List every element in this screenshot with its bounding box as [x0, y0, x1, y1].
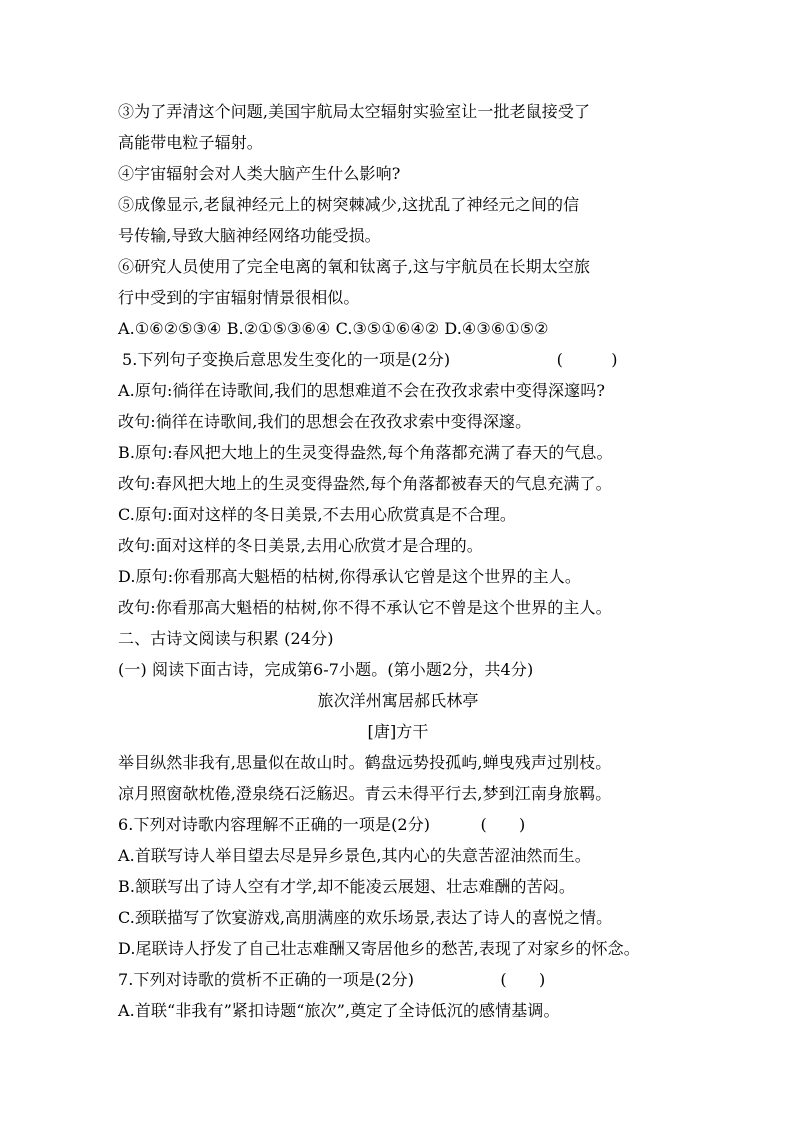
q4-item6-line1: ⑥研究人员使用了完全电离的氧和钛离子,这与宇航员在长期太空旅 — [118, 257, 591, 276]
q5-answer-bracket: ( ) — [556, 350, 618, 369]
q5-c-original: C.原句:面对这样的冬日美景,不去用心欣赏真是不合理。 — [118, 505, 516, 524]
q4-item3-line2: 高能带电粒子辐射。 — [118, 133, 263, 152]
q7-answer-bracket: ( ) — [500, 970, 546, 989]
page-content — [118, 96, 678, 1026]
q5-a-original: A.原句:徜徉在诗歌间,我们的思想难道不会在孜孜求索中变得深邃吗? — [118, 381, 605, 400]
q5-stem-line — [118, 344, 678, 375]
q4-item5-line2: 号传输,导致大脑神经网络功能受损。 — [118, 226, 381, 245]
q4-item5-line1: ⑤成像显示,老鼠神经元上的树突棘减少,这扰乱了神经元之间的信 — [118, 195, 580, 214]
q6-answer-bracket: ( ) — [480, 815, 526, 834]
poem-line-2: 凉月照窗欹枕倦,澄泉绕石泛觞迟。青云未得平行去,梦到江南身旅羁。 — [118, 784, 612, 803]
q6-option-b: B.颔联写出了诗人空有才学,却不能凌云展翅、壮志难酬的苦闷。 — [118, 877, 575, 896]
q5-d-revised: 改句:你看那高大魁梧的枯树,你不得不承认它不曾是这个世界的主人。 — [118, 598, 612, 617]
q6-stem: 6.下列对诗歌内容理解不正确的一项是(2分) — [118, 815, 431, 834]
q6-stem-line — [118, 809, 678, 840]
q7-option-a: A.首联“非我有”紧扣诗题“旅次”,奠定了全诗低沉的感情基调。 — [118, 1001, 560, 1020]
q5-d-original: D.原句:你看那高大魁梧的枯树,你得承认它曾是这个世界的主人。 — [118, 567, 581, 586]
section2-heading: 二、古诗文阅读与积累 (24分) — [118, 629, 334, 648]
q5-c-revised: 改句:面对这样的冬日美景,去用心欣赏才是合理的。 — [118, 536, 483, 555]
q5-stem: 5.下列句子变换后意思发生变化的一项是(2分) — [122, 350, 451, 369]
q4-choices: A.①⑥②⑤③④ B.②①⑤③⑥④ C.③⑤①⑥④② D.④③⑥①⑤② — [118, 319, 549, 338]
q7-stem: 7.下列对诗歌的赏析不正确的一项是(2分) — [118, 970, 415, 989]
q7-stem-line — [118, 964, 678, 995]
q5-b-revised: 改句:春风把大地上的生灵变得盎然,每个角落都被春天的气息充满了。 — [118, 474, 612, 493]
poem-author: [唐]方干 — [367, 722, 429, 741]
q5-a-revised: 改句:徜徉在诗歌间,我们的思想会在孜孜求索中变得深邃。 — [118, 412, 532, 431]
q4-item3-line1: ③为了弄清这个问题,美国宇航局太空辐射实验室让一批老鼠接受了 — [118, 102, 591, 121]
q6-option-a: A.首联写诗人举目望去尽是异乡景色,其内心的失意苦涩油然而生。 — [118, 846, 591, 865]
q4-item6-line2: 行中受到的宇宙辐射情景很相似。 — [118, 288, 360, 307]
section2-sub-heading: (一) 阅读下面古诗，完成第6-7小题。(第小题2分，共4分) — [118, 660, 534, 679]
poem-title: 旅次洋州寓居郝氏林亭 — [317, 691, 479, 710]
q6-option-d: D.尾联诗人抒发了自己壮志难酬又寄居他乡的愁苦,表现了对家乡的怀念。 — [118, 939, 640, 958]
q4-item4: ④宇宙辐射会对人类大脑产生什么影响? — [118, 164, 401, 183]
poem-line-1: 举目纵然非我有,思量似在故山时。鹤盘远势投孤屿,蝉曳残声过别枝。 — [118, 753, 612, 772]
q5-b-original: B.原句:春风把大地上的生灵变得盎然,每个角落都充满了春天的气息。 — [118, 443, 613, 462]
q6-option-c: C.颈联描写了饮宴游戏,高朋满座的欢乐场景,表达了诗人的喜悦之情。 — [118, 908, 613, 927]
